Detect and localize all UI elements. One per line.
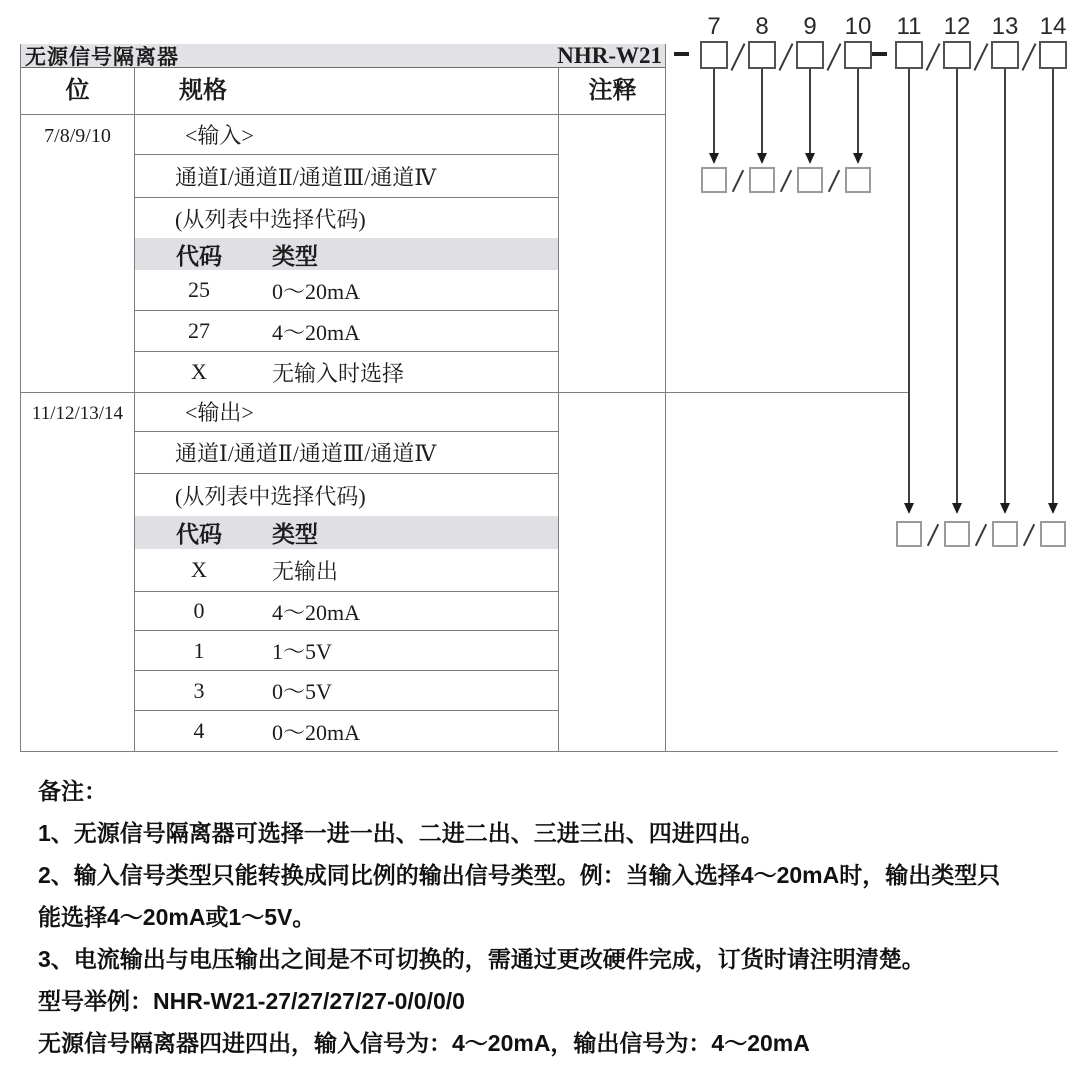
arrow-line bbox=[1004, 69, 1006, 503]
slash-separator bbox=[1022, 43, 1037, 71]
arrow-line bbox=[956, 69, 958, 503]
type-value: 4～20mA bbox=[272, 319, 361, 345]
output-code-row bbox=[135, 549, 558, 592]
output-code-row bbox=[135, 711, 558, 751]
arrowhead-down-icon bbox=[1000, 503, 1010, 514]
column-header-position: 位 bbox=[65, 78, 90, 104]
output-code-row bbox=[135, 631, 558, 671]
input-channels: 通道Ⅰ/通道Ⅱ/通道Ⅲ/通道Ⅳ bbox=[135, 155, 558, 198]
slash-separator bbox=[732, 170, 744, 192]
slash-separator bbox=[975, 524, 987, 546]
spec-column bbox=[135, 115, 558, 751]
arrow-line bbox=[857, 69, 859, 153]
arrowhead-down-icon bbox=[1048, 503, 1058, 514]
remark-line-2-cont: 能选择4～20mA或1～5V。 bbox=[38, 904, 316, 930]
digit-label: 13 bbox=[991, 13, 1019, 40]
code-value: 3 bbox=[193, 677, 205, 703]
input-code-header-row bbox=[135, 238, 558, 270]
code-value: X bbox=[191, 557, 207, 582]
arrowhead-down-icon bbox=[853, 153, 863, 164]
spec-table bbox=[20, 44, 666, 752]
digit-label: 14 bbox=[1039, 13, 1067, 40]
dash-separator bbox=[872, 52, 887, 56]
remarks-heading: 备注： bbox=[38, 778, 107, 804]
code-box-12 bbox=[943, 41, 971, 69]
code-value: X bbox=[191, 359, 207, 384]
type-value: 1～5V bbox=[272, 639, 332, 664]
output-select-box bbox=[992, 521, 1018, 547]
code-box-13 bbox=[991, 41, 1019, 69]
type-value: 0～20mA bbox=[272, 719, 361, 745]
arrowhead-down-icon bbox=[709, 153, 719, 164]
type-value: 0～20mA bbox=[272, 278, 361, 304]
type-value: 无输入时选择 bbox=[272, 360, 405, 386]
code-box-10 bbox=[844, 41, 872, 69]
position-cell-output: 11/12/13/14 bbox=[31, 403, 124, 424]
input-select-box bbox=[845, 167, 871, 193]
dash-separator bbox=[674, 52, 689, 56]
arrowhead-down-icon bbox=[805, 153, 815, 164]
type-value: 无输出 bbox=[272, 558, 339, 584]
output-select-box bbox=[944, 521, 970, 547]
model-example-description: 无源信号隔离器四进四出，输入信号为：4～20mA，输出信号为：4～20mA bbox=[38, 1030, 810, 1056]
column-divider-2 bbox=[558, 68, 559, 752]
input-code-row bbox=[135, 311, 558, 352]
product-title: 无源信号隔离器 bbox=[25, 44, 179, 69]
slash-separator bbox=[926, 43, 941, 71]
code-value: 0 bbox=[193, 598, 205, 623]
input-code-row bbox=[135, 270, 558, 311]
arrow-line bbox=[809, 69, 811, 153]
code-value: 4 bbox=[193, 718, 205, 743]
output-hint: (从列表中选择代码) bbox=[175, 483, 366, 509]
code-value: 25 bbox=[188, 277, 210, 302]
arrowhead-down-icon bbox=[904, 503, 914, 514]
input-code-row bbox=[135, 352, 558, 392]
output-channels: 通道Ⅰ/通道Ⅱ/通道Ⅲ/通道Ⅳ bbox=[135, 432, 558, 474]
slash-separator bbox=[827, 43, 842, 71]
code-value: 1 bbox=[193, 637, 205, 663]
position-cell-input: 7/8/9/10 bbox=[44, 125, 111, 147]
column-header-note: 注释 bbox=[588, 78, 637, 104]
input-select-box bbox=[749, 167, 775, 193]
code-box-7 bbox=[700, 41, 728, 69]
code-box-9 bbox=[796, 41, 824, 69]
arrow-line bbox=[761, 69, 763, 153]
column-header-spec: 规格 bbox=[179, 78, 227, 104]
output-type-header: 类型 bbox=[272, 522, 318, 547]
arrowhead-down-icon bbox=[757, 153, 767, 164]
remark-line-1: 1、无源信号隔离器可选择一进一出、二进二出、三进三出、四进四出。 bbox=[38, 820, 764, 846]
code-value: 27 bbox=[188, 318, 210, 343]
output-section-label: <输出> bbox=[135, 392, 558, 432]
model-example-line: 型号举例：NHR-W21-27/27/27/27-0/0/0/0 bbox=[38, 988, 465, 1014]
output-select-box bbox=[896, 521, 922, 547]
remark-line-3: 3、电流输出与电压输出之间是不可切换的，需通过更改硬件完成，订货时请注明清楚。 bbox=[38, 946, 925, 972]
arrow-line bbox=[908, 69, 910, 503]
output-code-row bbox=[135, 592, 558, 631]
code-box-14 bbox=[1039, 41, 1067, 69]
remarks-block bbox=[38, 770, 1060, 1064]
output-code-row bbox=[135, 671, 558, 711]
table-bottom-line bbox=[20, 751, 1058, 752]
table-header-row bbox=[21, 68, 665, 115]
output-code-header-row bbox=[135, 516, 558, 549]
slash-separator bbox=[731, 43, 746, 71]
slash-separator bbox=[828, 170, 840, 192]
arrow-line bbox=[1052, 69, 1054, 503]
digit-label: 8 bbox=[755, 13, 769, 40]
output-code-header: 代码 bbox=[176, 522, 222, 547]
model-code: NHR-W21 bbox=[557, 42, 662, 68]
input-code-header: 代码 bbox=[176, 243, 222, 269]
code-box-11 bbox=[895, 41, 923, 69]
code-box-8 bbox=[748, 41, 776, 69]
input-select-box bbox=[701, 167, 727, 193]
input-select-box bbox=[797, 167, 823, 193]
arrow-line bbox=[713, 69, 715, 153]
slash-separator bbox=[927, 524, 939, 546]
section-divider-line bbox=[20, 392, 909, 393]
output-select-box bbox=[1040, 521, 1066, 547]
arrowhead-down-icon bbox=[952, 503, 962, 514]
table-title-bar bbox=[21, 44, 665, 68]
digit-label: 9 bbox=[803, 13, 817, 40]
remark-line-2: 2、输入信号类型只能转换成同比例的输出信号类型。例：当输入选择4～20mA时，输出类型只 bbox=[38, 862, 1001, 888]
slash-separator bbox=[779, 43, 794, 71]
digit-label: 11 bbox=[896, 13, 922, 40]
digit-label: 7 bbox=[707, 13, 721, 40]
input-section-label: <输入> bbox=[135, 115, 558, 155]
slash-separator bbox=[1023, 524, 1035, 546]
input-hint: (从列表中选择代码) bbox=[175, 206, 366, 232]
input-type-header: 类型 bbox=[272, 243, 318, 269]
type-value: 0～5V bbox=[272, 679, 332, 704]
slash-separator bbox=[974, 43, 989, 71]
type-value: 4～20mA bbox=[272, 599, 361, 625]
digit-label: 10 bbox=[844, 13, 872, 40]
digit-label: 12 bbox=[943, 13, 971, 40]
slash-separator bbox=[780, 170, 792, 192]
